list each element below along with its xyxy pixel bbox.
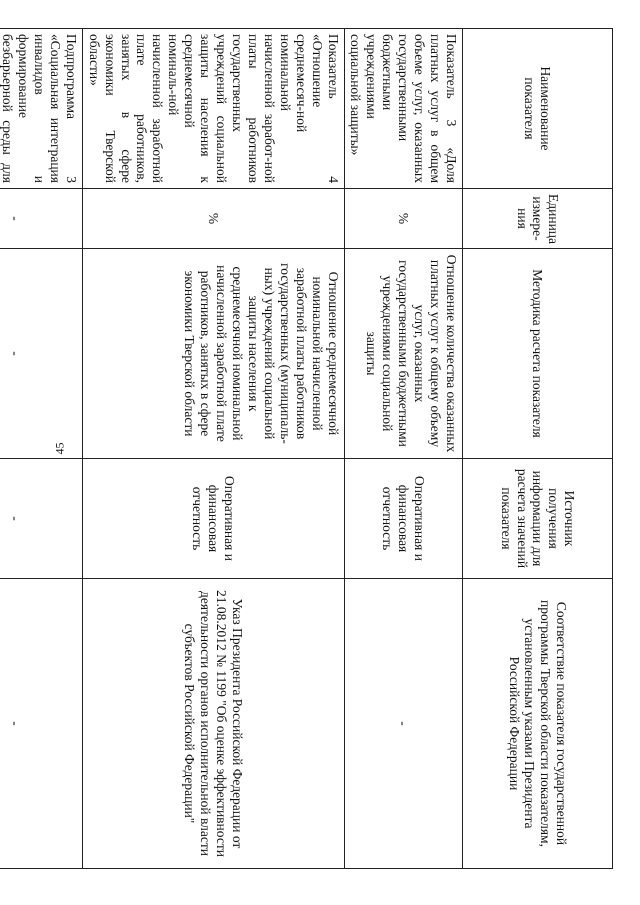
- page-number: 45: [52, 442, 67, 455]
- header-source: Источник получения информации для расчета значений показателя: [463, 459, 613, 579]
- row-compliance: Указ Президента Российской Федерации от 21.08.2012 № 1199 "Об оценке эффективности деятельности органов исполнительной власти субъектов Российской Федерации": [82, 579, 344, 869]
- table-row: [344, 29, 462, 869]
- row-source: Оперативная и финансовая отчетность: [344, 459, 462, 579]
- row-unit: %: [344, 189, 462, 249]
- header-compliance: Соответствие показателя государственной программы Тверской области показателям, установленным указами Президента Российской Федерации: [463, 579, 613, 869]
- row-compliance: -: [344, 579, 462, 869]
- row-name: Показатель 3 «Доля платных услуг в общем объеме услуг, оказанных государственными бюджетными учреждениями социальной защиты»: [344, 29, 462, 189]
- header-method: Методика расчета показателя: [463, 249, 613, 459]
- indicators-table: [0, 28, 613, 869]
- header-unit: Единица измере-ния: [463, 189, 613, 249]
- table-row: [0, 29, 82, 869]
- header-name: Наименование показателя: [463, 29, 613, 189]
- row-source: -: [0, 459, 82, 579]
- table-row: [82, 29, 344, 869]
- table-header-row: [463, 29, 613, 869]
- row-method: Отношение количества оказанных платных услуг к общему объему услуг, оказанных государственными бюджетными учреждениями социальной защиты: [344, 249, 462, 459]
- row-unit: %: [82, 189, 344, 249]
- row-method: Отношение среднемесячной номинальной начисленной заработной платы работников государственных (муниципаль-ных) учреждений социальной защиты населения к среднемесячной номинальной начисленной заработной плате работников, занятых в сфере экономики Тверской области: [82, 249, 344, 459]
- row-source: Оперативная и финансовая отчетность: [82, 459, 344, 579]
- row-name: Показатель 4 «Отношение среднемесяч-ной номинальной начисленной заработ-ной платы работников государственных учреждений социальной защиты населения к среднемесячной номиналь-ной начисленной заработной плате работников, занятых в сфере экономики Тверской области»: [82, 29, 344, 189]
- row-name: Подпрограмма 3 «Социальная интеграция инвалидов и формирование безбарьерной среды для: [0, 29, 82, 189]
- row-method: -: [0, 249, 82, 459]
- row-compliance: -: [0, 579, 82, 869]
- row-unit: -: [0, 189, 82, 249]
